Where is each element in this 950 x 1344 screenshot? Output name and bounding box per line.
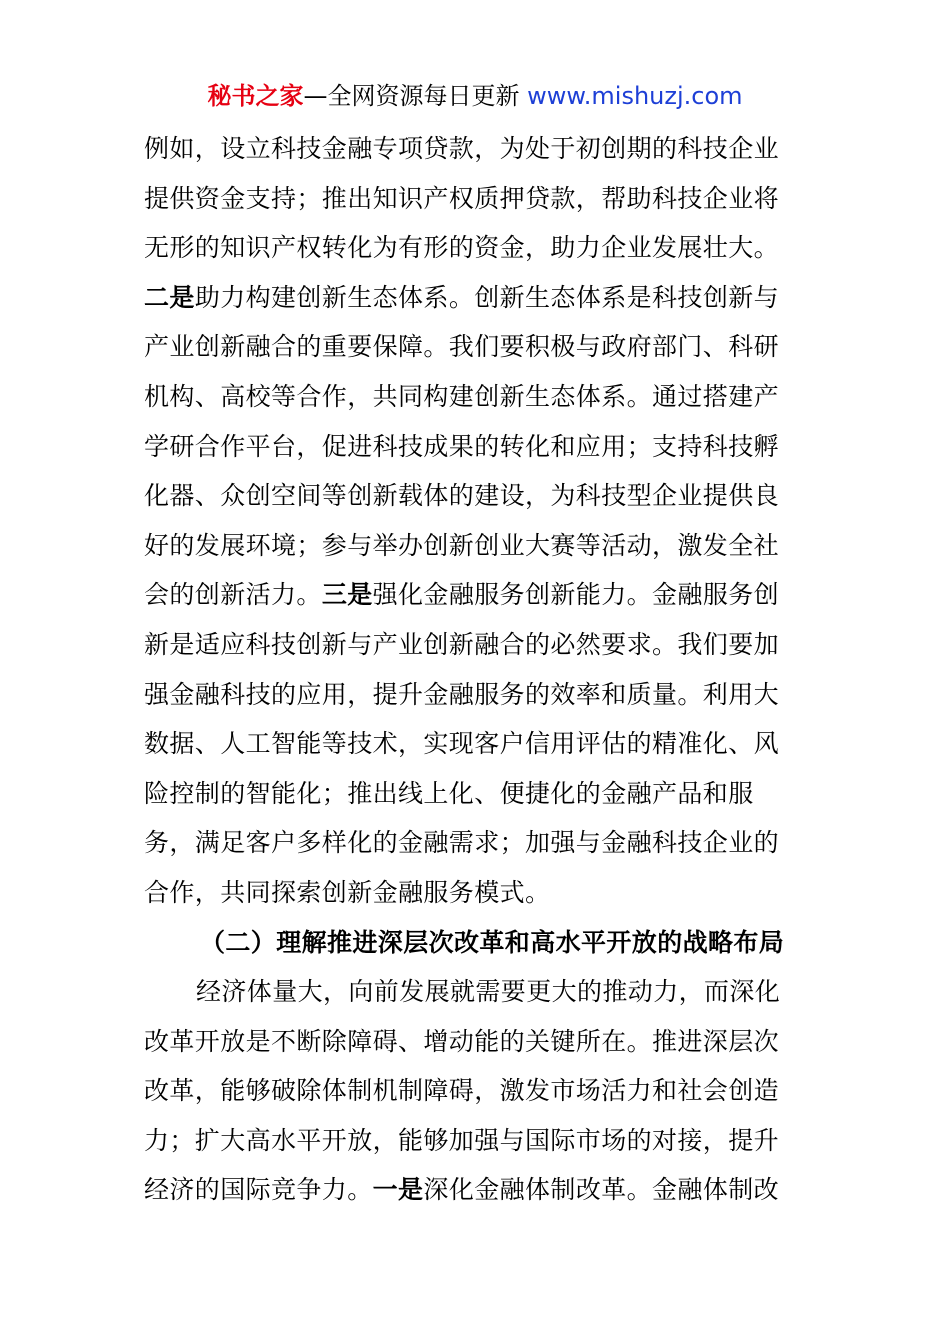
- text-line: 机构、高校等合作，共同构建创新生态体系。通过搭建产: [144, 381, 780, 411]
- text-line: 务，满足客户多样化的金融需求；加强与金融科技企业的: [144, 828, 780, 858]
- document-body: [144, 124, 812, 1215]
- text-line: 会的创新活力。三是强化金融服务创新能力。金融服务创: [144, 580, 780, 610]
- emphasis-label: 一是: [372, 1175, 424, 1205]
- text-line: 化器、众创空间等创新载体的建设，为科技型企业提供良: [144, 481, 780, 511]
- text-line: 产业创新融合的重要保障。我们要积极与政府部门、科研: [144, 332, 780, 362]
- text-line: 强金融科技的应用，提升金融服务的效率和质量。利用大: [144, 679, 780, 709]
- text-line: 数据、人工智能等技术，实现客户信用评估的精准化、风: [144, 729, 780, 759]
- text-line: 经济体量大，向前发展就需要更大的推动力，而深化: [196, 977, 781, 1007]
- text-line: 好的发展环境；参与举办创新创业大赛等活动，激发全社: [144, 530, 780, 560]
- text-line: 二是助力构建创新生态体系。创新生态体系是科技创新与: [144, 282, 780, 312]
- emphasis-label: 三是: [321, 580, 373, 610]
- section-heading: （二）理解推进深层次改革和高水平开放的战略布局: [200, 927, 785, 957]
- text-line: 新是适应科技创新与产业创新融合的必然要求。我们要加: [144, 629, 780, 659]
- page-header: [0, 80, 950, 112]
- text-line: 提供资金支持；推出知识产权质押贷款，帮助科技企业将: [144, 183, 780, 213]
- text-line: 例如，设立科技金融专项贷款，为处于初创期的科技企业: [144, 134, 780, 163]
- header-url[interactable]: www.mishuzj.com: [527, 82, 743, 110]
- text-line: 学研合作平台，促进科技成果的转化和应用；支持科技孵: [144, 431, 780, 461]
- text-line: 改革，能够破除体制机制障碍，激发市场活力和社会创造: [144, 1076, 780, 1106]
- text-line: 经济的国际竞争力。一是深化金融体制改革。金融体制改: [144, 1175, 780, 1205]
- text-line: 合作，共同探索创新金融服务模式。: [144, 877, 551, 907]
- text-line: 无形的知识产权转化为有形的资金，助力企业发展壮大。: [144, 233, 780, 263]
- header-tagline: —全网资源每日更新: [303, 82, 528, 110]
- text-line: 力；扩大高水平开放，能够加强与国际市场的对接，提升: [144, 1125, 780, 1155]
- emphasis-label: 二是: [144, 282, 195, 312]
- text-line: 改革开放是不断除障碍、增动能的关键所在。推进深层次: [144, 1026, 780, 1056]
- brand-name: 秘书之家: [207, 82, 304, 110]
- text-line: 险控制的智能化；推出线上化、便捷化的金融产品和服: [144, 778, 754, 808]
